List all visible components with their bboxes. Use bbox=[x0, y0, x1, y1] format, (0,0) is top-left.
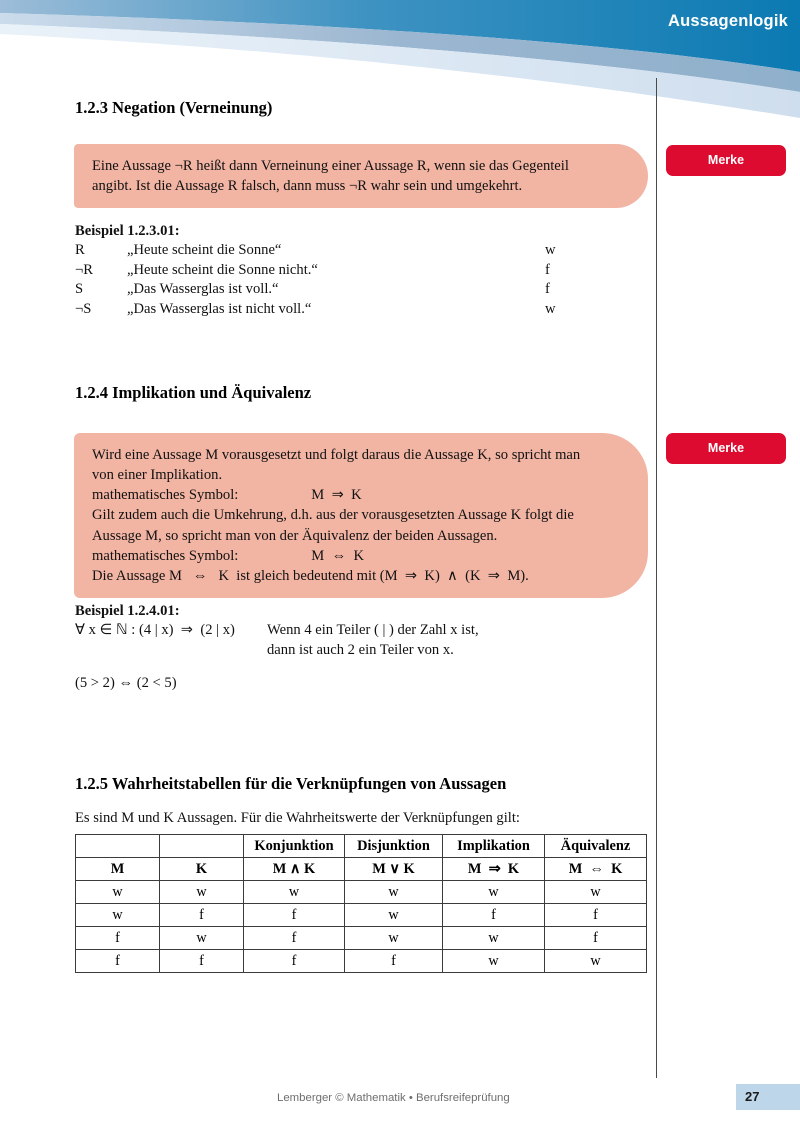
truth-table-header-cell: M ⇔ K bbox=[545, 858, 647, 881]
truth-table-cell: f bbox=[345, 950, 443, 973]
example-math-expression: (5 > 2) ⇔ (2 < 5) bbox=[75, 675, 177, 692]
example-symbol: S bbox=[75, 281, 84, 298]
truth-table-header-cell: Implikation bbox=[443, 835, 545, 858]
example-row bbox=[75, 621, 479, 640]
definition-box-implikation bbox=[74, 433, 648, 598]
merke-badge-negation[interactable]: Merke bbox=[666, 145, 786, 176]
footer-credit: Lemberger © Mathematik • Berufsreifeprüfung bbox=[277, 1092, 510, 1104]
definition-line: Wird eine Aussage M vorausgesetzt und folgt daraus die Aussage K, so spricht man bbox=[92, 447, 581, 463]
truth-table-header-cell: Äquivalenz bbox=[545, 835, 647, 858]
example-title: Beispiel 1.2.4.01: bbox=[75, 603, 180, 619]
example-explanation: dann ist auch 2 ein Teiler von x. bbox=[267, 641, 454, 658]
truth-table-cell: f bbox=[545, 927, 647, 950]
truth-table-cell: f bbox=[76, 927, 160, 950]
page-number: 27 bbox=[745, 1089, 760, 1104]
truth-table-header-row-operations bbox=[76, 835, 647, 858]
truth-table-cell: w bbox=[545, 881, 647, 904]
truth-table-cell: f bbox=[244, 927, 345, 950]
example-table bbox=[75, 621, 479, 693]
example-symbol: ¬R bbox=[75, 261, 93, 278]
truth-table-cell: w bbox=[244, 881, 345, 904]
example-row bbox=[75, 280, 556, 299]
example-truth-value: f bbox=[545, 281, 550, 298]
example-title: Beispiel 1.2.3.01: bbox=[75, 223, 180, 239]
truth-table-cell: f bbox=[160, 950, 244, 973]
truth-table-cell: f bbox=[244, 950, 345, 973]
table-row bbox=[76, 950, 647, 973]
definition-line: Die Aussage M ⇔ K ist gleich bedeutend mit (M ⇒ K) ∧ (K ⇒ M). bbox=[92, 567, 529, 584]
truth-table-cell: w bbox=[443, 881, 545, 904]
definition-line: Gilt zudem auch die Umkehrung, d.h. aus der vorausgesetzten Aussage K folgt die bbox=[92, 507, 574, 524]
example-explanation: Wenn 4 ein Teiler ( | ) der Zahl x ist, bbox=[267, 622, 479, 639]
example-math-expression: ∀ x ∈ ℕ : (4 | x) ⇒ (2 | x) bbox=[75, 622, 235, 639]
truth-table-header-cell bbox=[76, 835, 160, 858]
definition-line: mathematisches Symbol: M ⇒ K bbox=[92, 487, 362, 504]
table-row bbox=[76, 904, 647, 927]
section-heading-implikation: 1.2.4 Implikation und Äquivalenz bbox=[75, 383, 312, 402]
example-row bbox=[75, 674, 479, 693]
truth-table-cell: w bbox=[76, 881, 160, 904]
truth-table-cell: f bbox=[443, 904, 545, 927]
truth-table-cell: w bbox=[443, 950, 545, 973]
truth-table-cell: w bbox=[160, 881, 244, 904]
truth-table-cell: f bbox=[160, 904, 244, 927]
truth-table-cell: f bbox=[76, 950, 160, 973]
example-block-implikation bbox=[75, 602, 479, 694]
definition-line: angibt. Ist die Aussage R falsch, dann muss ¬R wahr sein und umgekehrt. bbox=[92, 178, 523, 195]
truth-table-cell: w bbox=[443, 927, 545, 950]
example-symbol: ¬S bbox=[75, 300, 92, 317]
example-table bbox=[75, 241, 556, 319]
example-row bbox=[75, 641, 479, 660]
truth-table-header-cell: M ∨ K bbox=[345, 858, 443, 881]
truth-table-header-cell: Disjunktion bbox=[345, 835, 443, 858]
example-truth-value: f bbox=[545, 261, 550, 278]
example-statement: „Heute scheint die Sonne nicht.“ bbox=[127, 261, 318, 278]
truth-table-cell: w bbox=[545, 950, 647, 973]
example-truth-value: w bbox=[545, 242, 556, 259]
example-block-negation bbox=[75, 222, 556, 319]
definition-line: Eine Aussage ¬R heißt dann Verneinung einer Aussage R, wenn sie das Gegenteil bbox=[92, 158, 569, 174]
truth-table-cell: w bbox=[345, 904, 443, 927]
section-heading-negation: 1.2.3 Negation (Verneinung) bbox=[75, 98, 273, 117]
definition-box-negation bbox=[74, 144, 648, 208]
merke-badge-implikation[interactable]: Merke bbox=[666, 433, 786, 464]
example-row bbox=[75, 300, 556, 319]
example-statement: „Das Wasserglas ist nicht voll.“ bbox=[127, 300, 312, 317]
page-header-title: Aussagenlogik bbox=[668, 12, 788, 30]
truth-table-intro: Es sind M und K Aussagen. Für die Wahrheitswerte der Verknüpfungen gilt: bbox=[75, 810, 520, 826]
truth-table-header-cell: M ⇒ K bbox=[443, 858, 545, 881]
definition-line: von einer Implikation. bbox=[92, 467, 223, 484]
table-row bbox=[76, 881, 647, 904]
truth-table bbox=[75, 834, 647, 973]
example-row bbox=[75, 261, 556, 280]
section-heading-wahrheitstabellen: 1.2.5 Wahrheitstabellen für die Verknüpfungen von Aussagen bbox=[75, 774, 507, 793]
example-statement: „Heute scheint die Sonne“ bbox=[127, 242, 282, 259]
definition-line: Aussage M, so spricht man von der Äquivalenz der beiden Aussagen. bbox=[92, 527, 498, 544]
table-row bbox=[76, 927, 647, 950]
truth-table-cell: w bbox=[160, 927, 244, 950]
definition-line: mathematisches Symbol: M ⇔ K bbox=[92, 547, 364, 564]
truth-table-header-cell bbox=[160, 835, 244, 858]
truth-table-header-cell: M bbox=[76, 858, 160, 881]
truth-table-header-row-symbols bbox=[76, 858, 647, 881]
truth-table-cell: w bbox=[345, 881, 443, 904]
truth-table-header-cell: K bbox=[160, 858, 244, 881]
example-symbol: R bbox=[75, 242, 85, 259]
example-row bbox=[75, 241, 556, 260]
truth-table-cell: f bbox=[244, 904, 345, 927]
truth-table-cell: w bbox=[345, 927, 443, 950]
example-statement: „Das Wasserglas ist voll.“ bbox=[127, 281, 279, 298]
truth-table-header-cell: Konjunktion bbox=[244, 835, 345, 858]
truth-table-cell: f bbox=[545, 904, 647, 927]
example-row bbox=[75, 660, 479, 674]
truth-table-header-cell: M ∧ K bbox=[244, 858, 345, 881]
example-truth-value: w bbox=[545, 300, 556, 317]
truth-table-cell: w bbox=[76, 904, 160, 927]
